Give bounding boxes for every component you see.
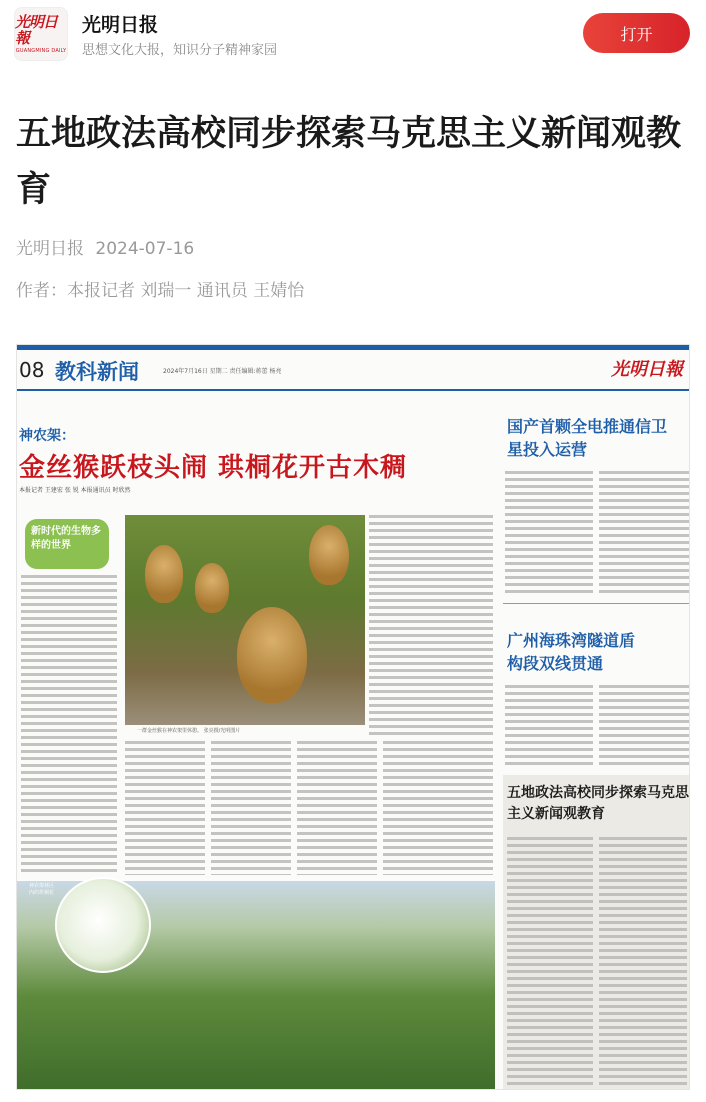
app-logo-sub: GUANGMING DAILY xyxy=(15,48,67,54)
side-text-block xyxy=(505,471,593,595)
story-headline: 金丝猴跃枝头闹 珙桐花开古木稠 xyxy=(19,453,408,483)
article-title: 五地政法高校同步探索马克思主义新闻观教育 xyxy=(16,114,682,210)
app-slogan: 思想文化大报，知识分子精神家园 xyxy=(82,43,278,58)
column-badge: 新时代的生物多样的世界 xyxy=(25,519,109,569)
side-headline-satellite: 国产首颗全电推通信卫星投入运营 xyxy=(507,417,668,459)
side-headline-education: 五地政法高校同步探索马克思主义新闻观教育 xyxy=(507,785,689,822)
story-text-block xyxy=(125,741,205,875)
page-date-line: 2024年7月16日 星期二 责任编辑:蒋蕾 杨亮 xyxy=(163,368,282,375)
app-banner xyxy=(0,0,706,66)
story-text-block xyxy=(369,515,493,739)
monkey-figure xyxy=(237,607,307,703)
open-app-button[interactable]: 打开 xyxy=(583,13,690,53)
article-source: 光明日报 xyxy=(16,239,84,259)
story-text-block xyxy=(211,741,291,875)
page-number: 08 xyxy=(19,358,45,382)
monkey-figure xyxy=(309,525,349,585)
side-divider xyxy=(503,603,690,604)
article-author: 作者：本报记者 刘瑞一 通讯员 王婧怡 xyxy=(16,281,305,301)
photo-caption: 一群金丝猴在神农架里休憩。 张亮摄/光明图片 xyxy=(137,728,241,734)
story-text-block xyxy=(297,741,377,875)
article-meta xyxy=(16,234,200,259)
page-header-rule xyxy=(17,389,690,391)
app-logo xyxy=(14,7,68,61)
page-top-rule xyxy=(17,345,690,350)
story-kicker: 神农架： xyxy=(19,428,75,444)
side-stories xyxy=(503,397,690,1090)
monkey-figure xyxy=(145,545,183,603)
monkey-photo xyxy=(125,515,365,725)
story-text-block xyxy=(21,575,117,875)
newspaper-page-image[interactable] xyxy=(16,344,690,1090)
side-headline-tunnel: 广州海珠湾隧道盾构段双线贯通 xyxy=(507,631,636,673)
story-byline: 本报记者 王建宏 张 锐 本报通讯员 时欣然 xyxy=(19,487,131,494)
page-section: 教科新闻 xyxy=(55,359,139,384)
app-logo-text: 光明日報 xyxy=(15,13,58,47)
monkey-figure xyxy=(195,563,229,613)
flower-photo-inset xyxy=(55,877,151,973)
app-name: 光明日报 xyxy=(82,14,159,36)
story-text-block xyxy=(383,741,493,875)
side-text-block xyxy=(599,685,689,767)
side-text-block xyxy=(599,837,687,1085)
side-text-block xyxy=(505,685,593,767)
side-text-block xyxy=(507,837,593,1085)
main-story xyxy=(17,397,495,1090)
article-date: 2024-07-16 xyxy=(95,239,195,259)
side-text-block xyxy=(599,471,689,595)
flower-caption: 神农架林区内的珙桐花 xyxy=(29,883,55,896)
page-masthead: 光明日報 xyxy=(611,359,683,380)
